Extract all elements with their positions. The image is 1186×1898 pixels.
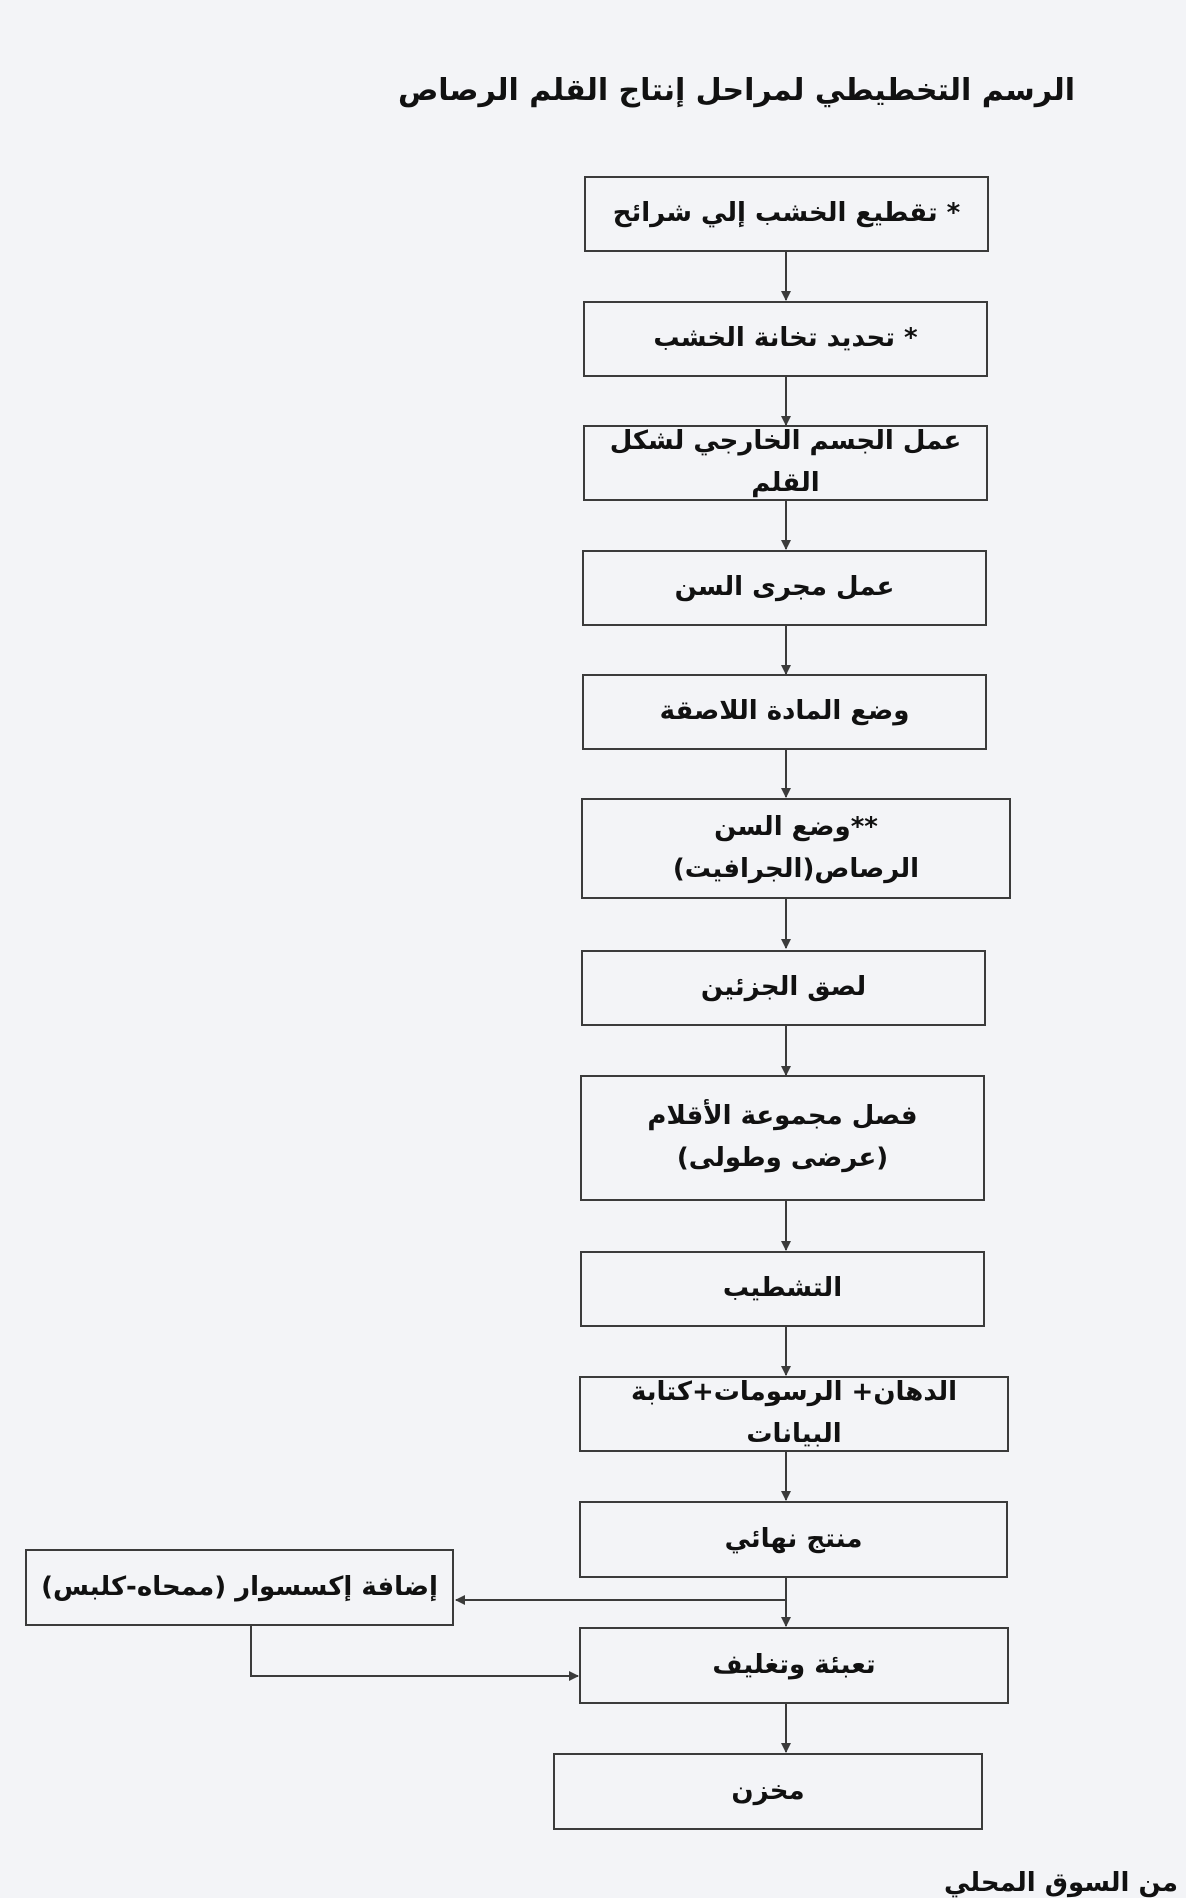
arrow-from-accessory: [251, 1626, 578, 1676]
step-storage: مخزن: [553, 1753, 983, 1830]
step-make-pencil-body: عمل الجسم الخارجي لشكل القلم: [583, 425, 988, 501]
step-packaging: تعبئة وتغليف: [579, 1627, 1009, 1704]
step-separate-pencils-line-2: (عرضى وطولى): [676, 1143, 889, 1173]
step-make-lead-groove: عمل مجرى السن: [582, 550, 987, 626]
step-separate-pencils-line-1: فصل مجموعة الأقلام: [647, 1101, 918, 1132]
diagram-title: الرسم التخطيطي لمراحل إنتاج القلم الرصاص: [397, 73, 1075, 108]
step-set-wood-thickness: * تحديد تخانة الخشب: [583, 301, 988, 377]
step-final-product: منتج نهائي: [579, 1501, 1008, 1578]
footer-text: من السوق المحلي: [943, 1868, 1178, 1898]
step-glue-halves: لصق الجزئين: [581, 950, 986, 1026]
step-accessory: إضافة إكسسوار (ممحاه-كلبس): [25, 1549, 454, 1626]
step-paint-print: الدهان+ الرسومات+كتابة البيانات: [579, 1376, 1009, 1452]
step-insert-graphite-lead: **وضع السن الرصاص(الجرافيت): [581, 798, 1011, 899]
step-finishing: التشطيب: [580, 1251, 985, 1327]
step-separate-pencils: [580, 1075, 985, 1201]
step-cut-wood-strips: * تقطيع الخشب إلي شرائح: [584, 176, 989, 252]
step-apply-adhesive: وضع المادة اللاصقة: [582, 674, 987, 750]
